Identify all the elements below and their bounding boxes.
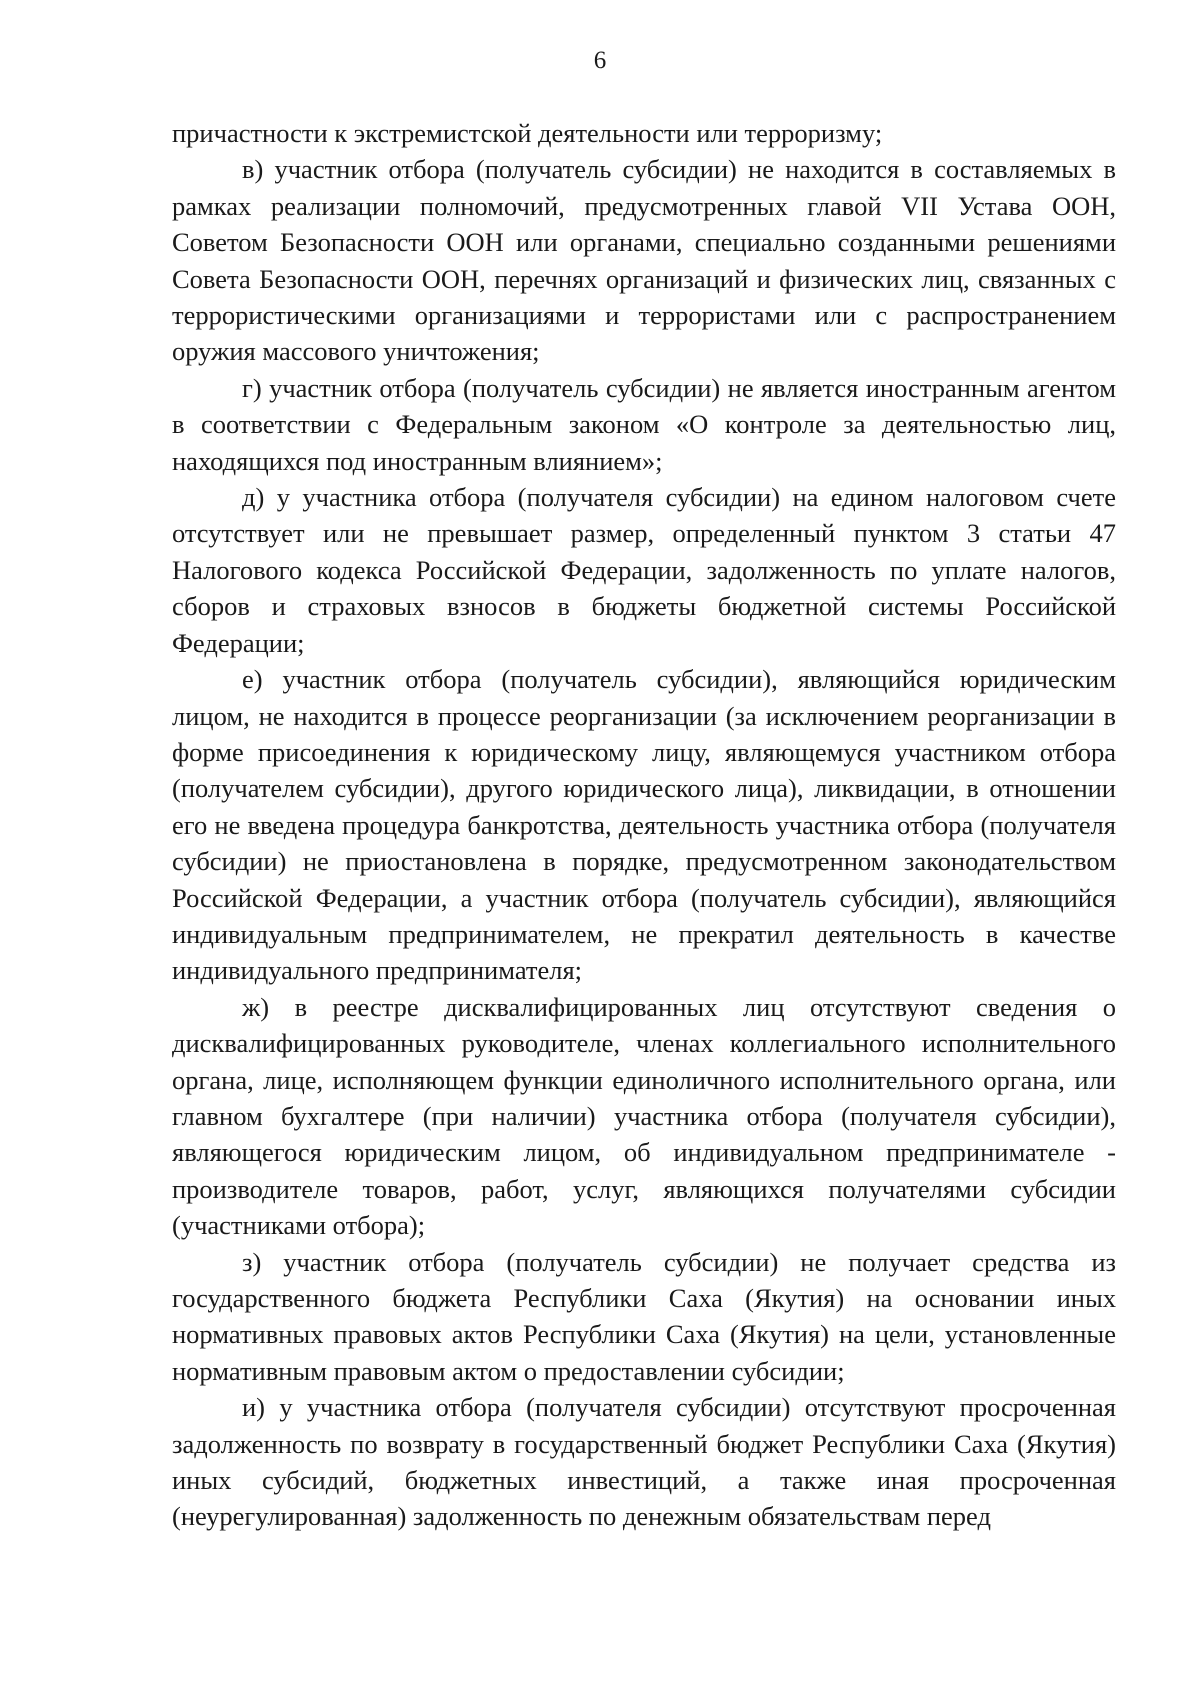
document-body	[172, 115, 1116, 1535]
paragraph-item-d: д) у участника отбора (получателя субсидии) на едином налоговом счете отсутствует или не превышает размер, определенный пунктом 3 статьи 47 Налогового кодекса Российской Федерации, задолженность по уплате налогов, сборов и страховых взносов в бюджеты бюджетной системы Российской Федерации;	[172, 482, 1116, 658]
paragraph-item-i: и) у участника отбора (получателя субсидии) отсутствуют просроченная задолженность по возврату в государственный бюджет Республики Саха (Якутия) иных субсидий, бюджетных инвестиций, а также иная просроченная (неурегулированная) задолженность по денежным обязательствам перед	[172, 1392, 1116, 1532]
paragraph-item-v: в) участник отбора (получатель субсидии) не находится в составляемых в рамках реализации полномочий, предусмотренных главой VII Устава ООН, Советом Безопасности ООН или органами, специально созданными решениями Совета Безопасности ООН, перечнях организаций и физических лиц, связанных с террористическими организациями и террористами или с распространением оружия массового уничтожения;	[172, 154, 1116, 367]
paragraph-item-e: е) участник отбора (получатель субсидии), являющийся юридическим лицом, не находится в процессе реорганизации (за исключением реорганизации в форме присоединения к юридическому лицу, являющемуся участником отбора (получателем субсидии), другого юридического лица), ликвидации, в отношении его не введена процедура банкротства, деятельность участника отбора (получателя субсидии) не приостановлена в порядке, предусмотренном законодательством Российской Федерации, а участник отбора (получатель субсидии), являющийся индивидуальным предпринимателем, не прекратил деятельность в качестве индивидуального предпринимателя;	[172, 664, 1116, 986]
paragraph-item-z: з) участник отбора (получатель субсидии) не получает средства из государственного бюджета Республики Саха (Якутия) на основании иных нормативных правовых актов Республики Саха (Якутия) на цели, установленные нормативным правовым актом о предоставлении субсидии;	[172, 1246, 1116, 1386]
paragraph-item-zh: ж) в реестре дисквалифицированных лиц отсутствуют сведения о дисквалифицированных руководителе, членах коллегиального исполнительного органа, лице, исполняющем функции единоличного исполнительного органа, или главном бухгалтере (при наличии) участника отбора (получателя субсидии), являющегося юридическим лицом, об индивидуальном предпринимателе - производителе товаров, работ, услуг, являющихся получателями субсидии (участниками отбора);	[172, 991, 1116, 1241]
paragraph-continuation: причастности к экстремистской деятельности или терроризму;	[172, 118, 883, 148]
paragraph-item-g: г) участник отбора (получатель субсидии) не является иностранным агентом в соответствии с Федеральным законом «О контроле за деятельностью лиц, находящихся под иностранным влиянием»;	[172, 372, 1116, 476]
page-number: 6	[593, 47, 607, 74]
